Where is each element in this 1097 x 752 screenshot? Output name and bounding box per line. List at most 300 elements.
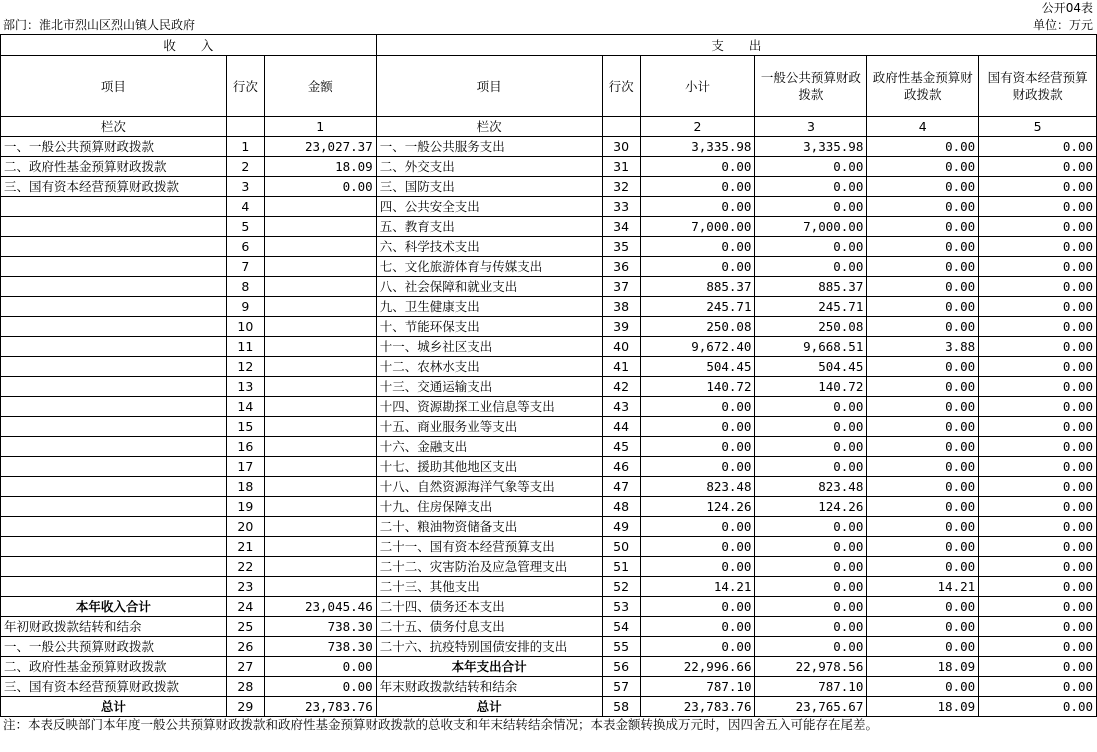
col3-index: 3	[755, 117, 867, 137]
expense-general-budget-cell: 823.48	[755, 477, 867, 497]
income-item-cell	[1, 477, 227, 497]
expense-line-no-cell: 40	[602, 337, 640, 357]
income-line-no-cell: 29	[226, 697, 264, 717]
col2-index: 2	[640, 117, 755, 137]
income-line-no-cell: 8	[226, 277, 264, 297]
expense-gov-fund-cell: 0.00	[867, 457, 979, 477]
expense-subtotal-cell: 0.00	[640, 597, 755, 617]
expense-item-cell: 一、一般公共服务支出	[376, 137, 602, 157]
income-line-no-cell: 11	[226, 337, 264, 357]
expense-item-cell: 三、国防支出	[376, 177, 602, 197]
expense-gov-fund-cell: 0.00	[867, 157, 979, 177]
expense-gov-fund-cell: 0.00	[867, 517, 979, 537]
expense-item-cell: 八、社会保障和就业支出	[376, 277, 602, 297]
expense-state-capital-cell: 0.00	[979, 337, 1097, 357]
expense-gov-fund-cell: 0.00	[867, 557, 979, 577]
income-line-no-cell: 10	[226, 317, 264, 337]
income-item-cell	[1, 277, 227, 297]
income-item-cell	[1, 377, 227, 397]
income-amount-cell	[264, 197, 376, 217]
expense-item-cell: 二十五、债务付息支出	[376, 617, 602, 637]
expense-general-budget-cell: 9,668.51	[755, 337, 867, 357]
income-line-no-cell: 24	[226, 597, 264, 617]
expense-line-no-cell: 48	[602, 497, 640, 517]
expense-general-budget-cell: 250.08	[755, 317, 867, 337]
expense-item-cell: 十六、金融支出	[376, 437, 602, 457]
expense-gov-fund-cell: 0.00	[867, 257, 979, 277]
expense-line-no-cell: 54	[602, 617, 640, 637]
table-row	[1, 277, 1097, 297]
expense-line-no-cell: 37	[602, 277, 640, 297]
income-item-cell	[1, 517, 227, 537]
state-capital-header: 国有资本经营预算财政拨款	[979, 56, 1097, 117]
expense-subtotal-cell: 9,672.40	[640, 337, 755, 357]
income-line-no-cell: 1	[226, 137, 264, 157]
table-row	[1, 237, 1097, 257]
income-amount-cell: 23,027.37	[264, 137, 376, 157]
expense-state-capital-cell: 0.00	[979, 277, 1097, 297]
income-item-cell: 三、国有资本经营预算财政拨款	[1, 177, 227, 197]
table-row	[1, 297, 1097, 317]
expense-line-no-cell: 55	[602, 637, 640, 657]
income-item-cell	[1, 217, 227, 237]
expense-general-budget-cell: 140.72	[755, 377, 867, 397]
expense-general-budget-cell: 0.00	[755, 257, 867, 277]
expense-item-cell: 四、公共安全支出	[376, 197, 602, 217]
income-item-cell	[1, 237, 227, 257]
expense-general-budget-cell: 3,335.98	[755, 137, 867, 157]
expense-gov-fund-cell: 14.21	[867, 577, 979, 597]
income-line-no-cell: 3	[226, 177, 264, 197]
table-row	[1, 357, 1097, 377]
income-item-cell	[1, 337, 227, 357]
expense-state-capital-cell: 0.00	[979, 317, 1097, 337]
income-line-no-cell: 28	[226, 677, 264, 697]
income-item-cell	[1, 497, 227, 517]
expense-state-capital-cell: 0.00	[979, 617, 1097, 637]
income-line-no-cell: 21	[226, 537, 264, 557]
income-item-cell	[1, 397, 227, 417]
income-amount-cell	[264, 477, 376, 497]
income-amount-cell	[264, 297, 376, 317]
income-item-cell	[1, 257, 227, 277]
expense-line-no-cell: 34	[602, 217, 640, 237]
expense-gov-fund-cell: 0.00	[867, 597, 979, 617]
expense-state-capital-cell: 0.00	[979, 497, 1097, 517]
income-line-no-cell: 5	[226, 217, 264, 237]
expense-general-budget-cell: 0.00	[755, 537, 867, 557]
income-amount-cell	[264, 457, 376, 477]
income-line-no-cell: 14	[226, 397, 264, 417]
expense-gov-fund-cell: 0.00	[867, 237, 979, 257]
expense-item-cell: 十四、资源勘探工业信息等支出	[376, 397, 602, 417]
income-line-no-cell: 17	[226, 457, 264, 477]
income-section-header: 收 入	[1, 35, 377, 56]
expense-general-budget-cell: 7,000.00	[755, 217, 867, 237]
income-item-cell: 二、政府性基金预算财政拨款	[1, 157, 227, 177]
expense-line-header: 行次	[602, 56, 640, 117]
column-index-row	[1, 117, 1097, 137]
expense-item-cell: 年末财政拨款结转和结余	[376, 677, 602, 697]
income-line-no-cell: 2	[226, 157, 264, 177]
expense-item-cell: 十七、援助其他地区支出	[376, 457, 602, 477]
department-label: 部门：淮北市烈山区烈山镇人民政府	[3, 18, 196, 32]
expense-section-header: 支 出	[376, 35, 1096, 56]
expense-subtotal-cell: 23,783.76	[640, 697, 755, 717]
expense-subtotal-cell: 0.00	[640, 617, 755, 637]
expense-subtotal-cell: 0.00	[640, 177, 755, 197]
expense-general-budget-cell: 504.45	[755, 357, 867, 377]
expense-subtotal-cell: 823.48	[640, 477, 755, 497]
expense-state-capital-cell: 0.00	[979, 437, 1097, 457]
general-budget-header: 一般公共预算财政拨款	[755, 56, 867, 117]
income-line-no-cell: 7	[226, 257, 264, 277]
expense-state-capital-cell: 0.00	[979, 417, 1097, 437]
expense-gov-fund-cell: 0.00	[867, 497, 979, 517]
expense-line-no-cell: 30	[602, 137, 640, 157]
income-line-no-cell: 23	[226, 577, 264, 597]
table-row	[1, 477, 1097, 497]
table-row	[1, 677, 1097, 697]
income-line-no-cell: 12	[226, 357, 264, 377]
expense-gov-fund-cell: 0.00	[867, 357, 979, 377]
expense-general-budget-cell: 787.10	[755, 677, 867, 697]
expense-state-capital-cell: 0.00	[979, 697, 1097, 717]
income-line-no-cell: 6	[226, 237, 264, 257]
income-line-no-cell: 16	[226, 437, 264, 457]
left-amount-index: 1	[264, 117, 376, 137]
expense-gov-fund-cell: 0.00	[867, 137, 979, 157]
income-line-no-cell: 25	[226, 617, 264, 637]
income-amount-cell	[264, 497, 376, 517]
table-row	[1, 197, 1097, 217]
table-row	[1, 497, 1097, 517]
table-row	[1, 137, 1097, 157]
expense-item-cell: 十一、城乡社区支出	[376, 337, 602, 357]
expense-subtotal-cell: 0.00	[640, 637, 755, 657]
expense-gov-fund-cell: 0.00	[867, 197, 979, 217]
expense-line-no-cell: 36	[602, 257, 640, 277]
table-row	[1, 257, 1097, 277]
expense-general-budget-cell: 0.00	[755, 177, 867, 197]
table-row	[1, 637, 1097, 657]
expense-state-capital-cell: 0.00	[979, 237, 1097, 257]
expense-state-capital-cell: 0.00	[979, 357, 1097, 377]
expense-subtotal-cell: 0.00	[640, 237, 755, 257]
table-row	[1, 397, 1097, 417]
income-line-no-cell: 13	[226, 377, 264, 397]
income-amount-cell	[264, 517, 376, 537]
expense-line-no-cell: 45	[602, 437, 640, 457]
expense-general-budget-cell: 0.00	[755, 417, 867, 437]
income-amount-header: 金额	[264, 56, 376, 117]
expense-line-no-cell: 44	[602, 417, 640, 437]
expense-gov-fund-cell: 0.00	[867, 317, 979, 337]
income-item-cell	[1, 317, 227, 337]
income-item-cell	[1, 357, 227, 377]
expense-item-cell: 十三、交通运输支出	[376, 377, 602, 397]
income-item-cell	[1, 297, 227, 317]
income-item-cell	[1, 557, 227, 577]
expense-gov-fund-cell: 0.00	[867, 397, 979, 417]
table-row	[1, 217, 1097, 237]
income-amount-cell	[264, 397, 376, 417]
expense-subtotal-cell: 0.00	[640, 257, 755, 277]
income-amount-cell	[264, 337, 376, 357]
expense-line-no-cell: 47	[602, 477, 640, 497]
expense-subtotal-cell: 14.21	[640, 577, 755, 597]
expense-item-cell: 二十二、灾害防治及应急管理支出	[376, 557, 602, 577]
expense-item-cell: 九、卫生健康支出	[376, 297, 602, 317]
expense-line-no-cell: 46	[602, 457, 640, 477]
col5-index: 5	[979, 117, 1097, 137]
expense-item-cell: 六、科学技术支出	[376, 237, 602, 257]
expense-line-no-cell: 51	[602, 557, 640, 577]
section-header-row	[1, 35, 1097, 56]
expense-item-cell: 十、节能环保支出	[376, 317, 602, 337]
expense-line-no-cell: 50	[602, 537, 640, 557]
expense-gov-fund-cell: 0.00	[867, 277, 979, 297]
expense-gov-fund-cell: 0.00	[867, 617, 979, 637]
table-row	[1, 557, 1097, 577]
income-amount-cell: 23,045.46	[264, 597, 376, 617]
income-item-cell	[1, 417, 227, 437]
income-line-no-cell: 9	[226, 297, 264, 317]
expense-state-capital-cell: 0.00	[979, 397, 1097, 417]
expense-general-budget-cell: 0.00	[755, 157, 867, 177]
income-line-no-cell: 20	[226, 517, 264, 537]
table-row	[1, 417, 1097, 437]
expense-line-no-cell: 58	[602, 697, 640, 717]
expense-state-capital-cell: 0.00	[979, 577, 1097, 597]
left-column-index-label: 栏次	[1, 117, 227, 137]
expense-subtotal-cell: 140.72	[640, 377, 755, 397]
income-line-no-cell: 4	[226, 197, 264, 217]
expense-subtotal-cell: 787.10	[640, 677, 755, 697]
expense-subtotal-cell: 124.26	[640, 497, 755, 517]
expense-item-cell: 本年支出合计	[376, 657, 602, 677]
income-item-cell: 本年收入合计	[1, 597, 227, 617]
income-line-no-cell: 27	[226, 657, 264, 677]
income-item-cell	[1, 537, 227, 557]
income-line-no-cell: 19	[226, 497, 264, 517]
expense-state-capital-cell: 0.00	[979, 597, 1097, 617]
expense-item-cell: 五、教育支出	[376, 217, 602, 237]
expense-line-no-cell: 41	[602, 357, 640, 377]
table-row	[1, 337, 1097, 357]
table-row	[1, 437, 1097, 457]
income-amount-cell	[264, 257, 376, 277]
table-row	[1, 697, 1097, 717]
expense-line-no-cell: 39	[602, 317, 640, 337]
expense-gov-fund-cell: 0.00	[867, 677, 979, 697]
expense-line-no-cell: 33	[602, 197, 640, 217]
expense-state-capital-cell: 0.00	[979, 557, 1097, 577]
expense-gov-fund-cell: 0.00	[867, 437, 979, 457]
table-row	[1, 577, 1097, 597]
expense-line-no-cell: 53	[602, 597, 640, 617]
expense-subtotal-cell: 0.00	[640, 417, 755, 437]
expense-gov-fund-cell: 0.00	[867, 637, 979, 657]
income-amount-cell	[264, 537, 376, 557]
fiscal-appropriation-table	[0, 34, 1097, 717]
expense-subtotal-cell: 0.00	[640, 197, 755, 217]
table-row	[1, 457, 1097, 477]
expense-gov-fund-cell: 0.00	[867, 297, 979, 317]
expense-state-capital-cell: 0.00	[979, 457, 1097, 477]
expense-subtotal-cell: 0.00	[640, 437, 755, 457]
expense-state-capital-cell: 0.00	[979, 537, 1097, 557]
expense-general-budget-cell: 0.00	[755, 457, 867, 477]
income-item-cell	[1, 437, 227, 457]
meta-line	[0, 17, 1097, 34]
expense-line-no-cell: 56	[602, 657, 640, 677]
income-amount-cell	[264, 237, 376, 257]
expense-state-capital-cell: 0.00	[979, 137, 1097, 157]
expense-subtotal-cell: 0.00	[640, 537, 755, 557]
table-row	[1, 657, 1097, 677]
income-amount-cell: 23,783.76	[264, 697, 376, 717]
col4-index: 4	[867, 117, 979, 137]
table-row	[1, 317, 1097, 337]
table-row	[1, 157, 1097, 177]
expense-gov-fund-cell: 0.00	[867, 177, 979, 197]
expense-subtotal-cell: 0.00	[640, 557, 755, 577]
income-amount-cell: 0.00	[264, 657, 376, 677]
income-amount-cell	[264, 437, 376, 457]
table-row	[1, 597, 1097, 617]
table-row	[1, 377, 1097, 397]
expense-state-capital-cell: 0.00	[979, 257, 1097, 277]
expense-general-budget-cell: 0.00	[755, 517, 867, 537]
expense-general-budget-cell: 0.00	[755, 557, 867, 577]
expense-line-no-cell: 52	[602, 577, 640, 597]
expense-state-capital-cell: 0.00	[979, 177, 1097, 197]
income-amount-cell: 18.09	[264, 157, 376, 177]
income-amount-cell	[264, 557, 376, 577]
form-code-line	[0, 0, 1097, 17]
column-header-row	[1, 56, 1097, 117]
income-amount-cell: 0.00	[264, 177, 376, 197]
expense-general-budget-cell: 0.00	[755, 597, 867, 617]
expense-subtotal-cell: 250.08	[640, 317, 755, 337]
expense-item-header: 项目	[376, 56, 602, 117]
income-line-no-cell: 26	[226, 637, 264, 657]
expense-state-capital-cell: 0.00	[979, 677, 1097, 697]
income-amount-cell	[264, 377, 376, 397]
income-item-cell: 三、国有资本经营预算财政拨款	[1, 677, 227, 697]
expense-gov-fund-cell: 3.88	[867, 337, 979, 357]
expense-line-no-cell: 38	[602, 297, 640, 317]
expense-item-cell: 十二、农林水支出	[376, 357, 602, 377]
gov-fund-header: 政府性基金预算财政拨款	[867, 56, 979, 117]
expense-item-cell: 二、外交支出	[376, 157, 602, 177]
expense-general-budget-cell: 0.00	[755, 617, 867, 637]
income-line-no-cell: 22	[226, 557, 264, 577]
income-amount-cell	[264, 577, 376, 597]
expense-gov-fund-cell: 0.00	[867, 477, 979, 497]
expense-subtotal-cell: 0.00	[640, 457, 755, 477]
expense-item-cell: 总计	[376, 697, 602, 717]
expense-state-capital-cell: 0.00	[979, 197, 1097, 217]
income-item-cell: 二、政府性基金预算财政拨款	[1, 657, 227, 677]
expense-general-budget-cell: 0.00	[755, 197, 867, 217]
expense-subtotal-cell: 504.45	[640, 357, 755, 377]
income-line-no-cell: 18	[226, 477, 264, 497]
expense-subtotal-cell: 885.37	[640, 277, 755, 297]
income-amount-cell	[264, 357, 376, 377]
expense-gov-fund-cell: 0.00	[867, 537, 979, 557]
expense-state-capital-cell: 0.00	[979, 517, 1097, 537]
unit-label: 单位：万元	[1032, 18, 1093, 32]
table-footnote: 注：本表反映部门本年度一般公共预算财政拨款和政府性基金预算财政拨款的总收支和年末结转结余情况；本表金额转换成万元时，因四舍五入可能存在尾差。	[3, 717, 879, 732]
income-amount-cell	[264, 317, 376, 337]
expense-item-cell: 七、文化旅游体育与传媒支出	[376, 257, 602, 277]
expense-general-budget-cell: 885.37	[755, 277, 867, 297]
expense-general-budget-cell: 0.00	[755, 637, 867, 657]
expense-general-budget-cell: 0.00	[755, 437, 867, 457]
expense-gov-fund-cell: 18.09	[867, 657, 979, 677]
expense-state-capital-cell: 0.00	[979, 477, 1097, 497]
expense-state-capital-cell: 0.00	[979, 217, 1097, 237]
expense-state-capital-cell: 0.00	[979, 657, 1097, 677]
expense-item-cell: 二十三、其他支出	[376, 577, 602, 597]
expense-item-cell: 二十、粮油物资储备支出	[376, 517, 602, 537]
income-item-cell	[1, 577, 227, 597]
expense-general-budget-cell: 0.00	[755, 577, 867, 597]
expense-line-no-cell: 49	[602, 517, 640, 537]
income-item-cell: 总计	[1, 697, 227, 717]
income-item-cell: 一、一般公共预算财政拨款	[1, 637, 227, 657]
income-amount-cell: 738.30	[264, 637, 376, 657]
expense-subtotal-cell: 245.71	[640, 297, 755, 317]
expense-general-budget-cell: 0.00	[755, 237, 867, 257]
expense-item-cell: 二十一、国有资本经营预算支出	[376, 537, 602, 557]
expense-item-cell: 二十四、债务还本支出	[376, 597, 602, 617]
expense-general-budget-cell: 124.26	[755, 497, 867, 517]
right-line-blank	[602, 117, 640, 137]
expense-line-no-cell: 42	[602, 377, 640, 397]
table-row	[1, 537, 1097, 557]
expense-subtotal-cell: 0.00	[640, 157, 755, 177]
income-item-header: 项目	[1, 56, 227, 117]
expense-item-cell: 十八、自然资源海洋气象等支出	[376, 477, 602, 497]
subtotal-header: 小计	[640, 56, 755, 117]
expense-subtotal-cell: 0.00	[640, 397, 755, 417]
expense-gov-fund-cell: 18.09	[867, 697, 979, 717]
income-line-no-cell: 15	[226, 417, 264, 437]
expense-line-no-cell: 32	[602, 177, 640, 197]
income-item-cell	[1, 457, 227, 477]
expense-item-cell: 十五、商业服务业等支出	[376, 417, 602, 437]
table-row	[1, 617, 1097, 637]
expense-item-cell: 二十六、抗疫特别国债安排的支出	[376, 637, 602, 657]
expense-line-no-cell: 31	[602, 157, 640, 177]
expense-subtotal-cell: 0.00	[640, 517, 755, 537]
expense-gov-fund-cell: 0.00	[867, 417, 979, 437]
expense-state-capital-cell: 0.00	[979, 157, 1097, 177]
income-item-cell: 一、一般公共预算财政拨款	[1, 137, 227, 157]
income-amount-cell	[264, 277, 376, 297]
expense-general-budget-cell: 245.71	[755, 297, 867, 317]
expense-general-budget-cell: 0.00	[755, 397, 867, 417]
expense-line-no-cell: 35	[602, 237, 640, 257]
income-amount-cell	[264, 217, 376, 237]
expense-subtotal-cell: 3,335.98	[640, 137, 755, 157]
income-amount-cell: 738.30	[264, 617, 376, 637]
income-item-cell: 年初财政拨款结转和结余	[1, 617, 227, 637]
expense-item-cell: 十九、住房保障支出	[376, 497, 602, 517]
